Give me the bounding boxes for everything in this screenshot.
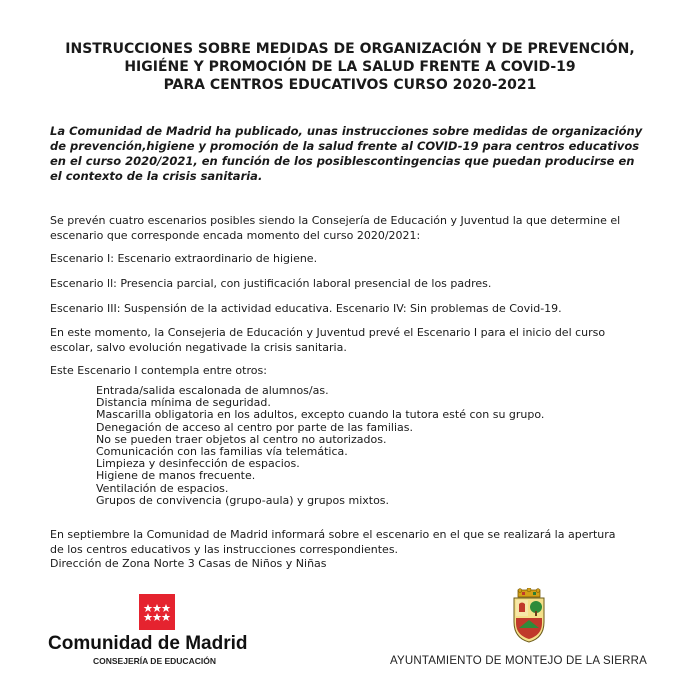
list-item: Limpieza y desinfección de espacios. xyxy=(96,457,300,471)
list-item: Entrada/salida escalonada de alumnos/as. xyxy=(96,384,329,397)
measures-intro-text: Este Escenario I contempla entre otros: xyxy=(50,364,267,377)
scenarios-intro-paragraph xyxy=(50,214,680,243)
measures-intro xyxy=(50,364,680,379)
list-item: Distancia mínima de seguridad. xyxy=(96,396,271,410)
list-item: Higiene de manos frecuente. xyxy=(96,469,256,483)
ayuntamiento-name: AYUNTAMIENTO DE MONTEJO DE LA SIERRA xyxy=(390,655,648,667)
scenarios-intro-line-2: escenario que corresponde encada momento del curso 2020/2021: xyxy=(50,228,421,242)
document-title xyxy=(40,40,660,94)
scenario-3-4-text: Escenario III: Suspensión de la actividad educativa. Escenario IV: Sin problemas de Covid-19. xyxy=(50,302,562,315)
closing-line-2: de los centros educativos y las instrucciones correspondientes. xyxy=(50,542,399,556)
scenarios-intro-line-1: Se prevén cuatro escenarios posibles siendo la Consejería de Educación y Juventud la que determine el xyxy=(50,214,621,227)
current-scenario-paragraph xyxy=(50,326,680,355)
scenario-1 xyxy=(50,252,680,267)
current-line-2: escolar, salvo evolución negativade la crisis sanitaria. xyxy=(50,340,347,354)
intro-line-1: La Comunidad de Madrid ha publicado, unas instrucciones sobre medidas de organizacióny xyxy=(50,124,643,138)
comunidad-madrid-name: Comunidad de Madrid xyxy=(48,633,248,654)
current-line-1: En este momento, la Consejeria de Educación y Juventud prevé el Escenario I para el inicio del curso xyxy=(50,326,606,339)
closing-line-1: En septiembre la Comunidad de Madrid informará sobre el escenario en el que se realizará la apertura xyxy=(50,528,616,541)
scenario-2-text: Escenario ll: Presencia parcial, con justificación laboral presencial de los padres. xyxy=(50,277,492,290)
list-item: Mascarilla obligatoria en los adultos, excepto cuando la tutora esté con su grupo. xyxy=(96,408,545,422)
list-item: Denegación de acceso al centro por parte de las familias. xyxy=(96,420,414,434)
scenario-1-text: Escenario I: Escenario extraordinario de higiene. xyxy=(50,252,318,265)
comunidad-madrid-flag-icon xyxy=(139,594,175,630)
closing-line-3: Dirección de Zona Norte 3 Casas de Niños y Niñas xyxy=(50,557,327,570)
coat-of-arms-icon xyxy=(509,588,549,644)
list-item: Comunicación con las familias vía telemática. xyxy=(96,445,348,459)
list-item: No se pueden traer objetos al centro no autorizados. xyxy=(96,432,387,446)
title-line-3: PARA CENTROS EDUCATIVOS CURSO 2020-2021 xyxy=(163,77,537,93)
scenario-3-4 xyxy=(50,302,680,317)
closing-paragraph xyxy=(50,528,680,572)
intro-line-3: en el curso 2020/2021, en función de los posiblescontingencias que puedan producirse en xyxy=(50,154,635,168)
list-item: Grupos de convivencia (grupo-aula) y grupos mixtos. xyxy=(96,493,390,507)
list-item: Ventilación de espacios. xyxy=(96,481,229,495)
title-line-2: HIGIÉNE Y PROMOCIÓN DE LA SALUD FRENTE A COVID-19 xyxy=(124,59,576,75)
scenario-2 xyxy=(50,277,680,292)
intro-line-4: el contexto de la crisis sanitaria. xyxy=(50,169,263,183)
intro-line-2: de prevención,higiene y promoción de la salud frente al COVID-19 para centros educativos xyxy=(50,139,640,153)
intro-paragraph xyxy=(50,124,680,184)
title-line-1: INSTRUCCIONES SOBRE MEDIDAS DE ORGANIZACIÓN Y DE PREVENCIÓN, xyxy=(65,41,635,57)
consejeria-educacion-label: CONSEJERÍA DE EDUCACIÓN xyxy=(93,656,216,666)
measures-list xyxy=(96,385,544,507)
